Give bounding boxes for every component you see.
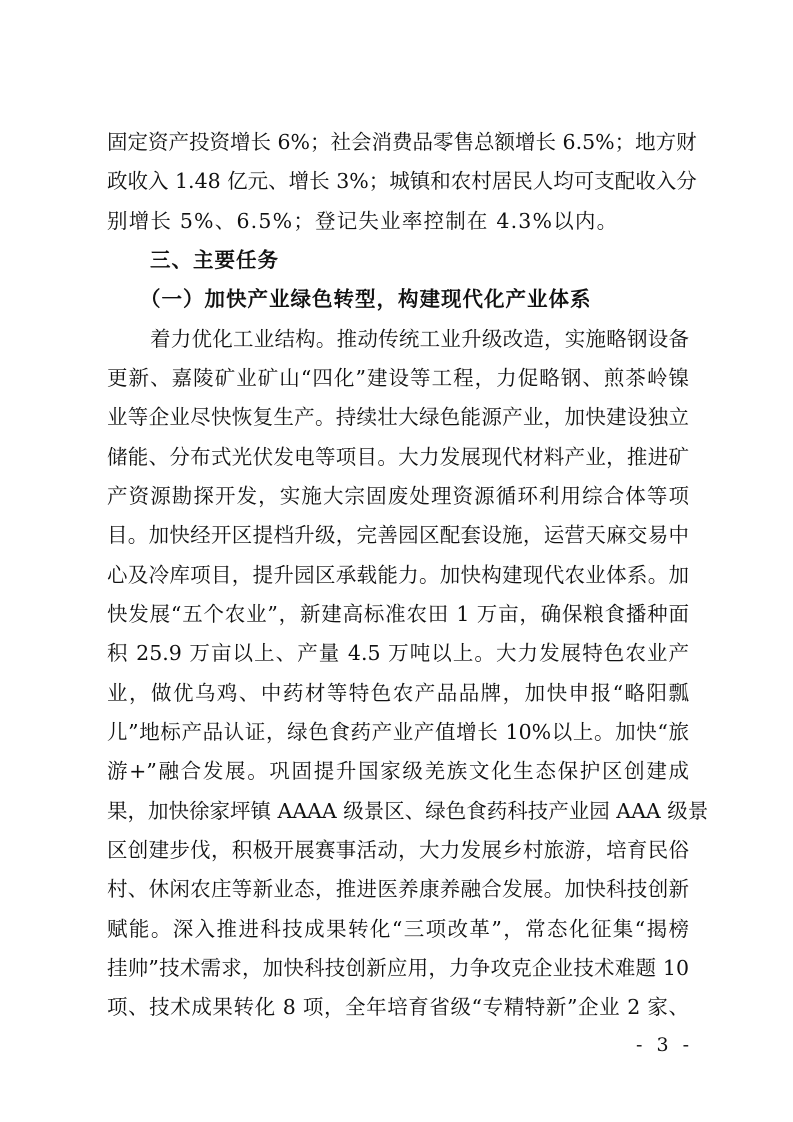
paragraph-line: 更新、嘉陵矿业矿山“四化”建设等工程，力促略钢、煎茶岭镍 [107, 366, 689, 390]
paragraph-line: 产资源勘探开发，实施大宗固废处理资源循环利用综合体等项 [107, 484, 689, 508]
paragraph-line: 别增长 5%、6.5%；登记失业率控制在 4.3%以内。 [107, 209, 619, 233]
paragraph-line: 政收入 1.48 亿元、增长 3%；城镇和农村居民人均可支配收入分 [107, 169, 697, 193]
paragraph-line: 果，加快徐家坪镇 AAAA 级景区、绿色食药科技产业园 AAA 级景 [107, 799, 709, 823]
section-heading: 三、主要任务 [150, 248, 279, 272]
paragraph-line: 村、休闲农庄等新业态，推进医养康养融合发展。加快科技创新 [107, 877, 689, 901]
paragraph-line: 儿”地标产品认证，绿色食药产业产值增长 10%以上。加快“旅 [107, 720, 689, 744]
paragraph-line: 心及冷库项目，提升园区承载能力。加快构建现代农业体系。加 [107, 563, 689, 587]
paragraph-line: 挂帅”技术需求，加快科技创新应用，力争攻克企业技术难题 10 [107, 956, 689, 980]
paragraph-line: 区创建步伐，积极开展赛事活动，大力发展乡村旅游，培育民俗 [107, 838, 689, 862]
paragraph-line: 业，做优乌鸡、中药材等特色农产品品牌，加快申报“略阳瓢 [107, 681, 689, 705]
paragraph-line: 赋能。深入推进科技成果转化“三项改革”，常态化征集“揭榜 [107, 917, 689, 941]
page-number: - 3 - [636, 1034, 694, 1056]
paragraph-line: 目。加快经开区提档升级，完善园区配套设施，运营天麻交易中 [107, 523, 689, 547]
paragraph-line: 业等企业尽快恢复生产。持续壮大绿色能源产业，加快建设独立 [107, 405, 689, 429]
paragraph-line: 积 25.9 万亩以上、产量 4.5 万吨以上。大力发展特色农业产 [107, 641, 689, 665]
paragraph-line: 固定资产投资增长 6%；社会消费品零售总额增长 6.5%；地方财 [107, 130, 697, 154]
paragraph-line: 储能、分布式光伏发电等项目。大力发展现代材料产业，推进矿 [107, 445, 689, 469]
paragraph-line: 游+”融合发展。巩固提升国家级羌族文化生态保护区创建成 [107, 759, 689, 783]
paragraph-line: 着力优化工业结构。推动传统工业升级改造，实施略钢设备 [150, 327, 689, 351]
paragraph-line: 项、技术成果转化 8 项，全年培育省级“专精特新”企业 2 家、 [107, 995, 689, 1019]
paragraph-line: 快发展“五个农业”，新建高标准农田 1 万亩，确保粮食播种面 [107, 602, 689, 626]
subsection-heading: （一）加快产业绿色转型，构建现代化产业体系 [140, 287, 592, 311]
